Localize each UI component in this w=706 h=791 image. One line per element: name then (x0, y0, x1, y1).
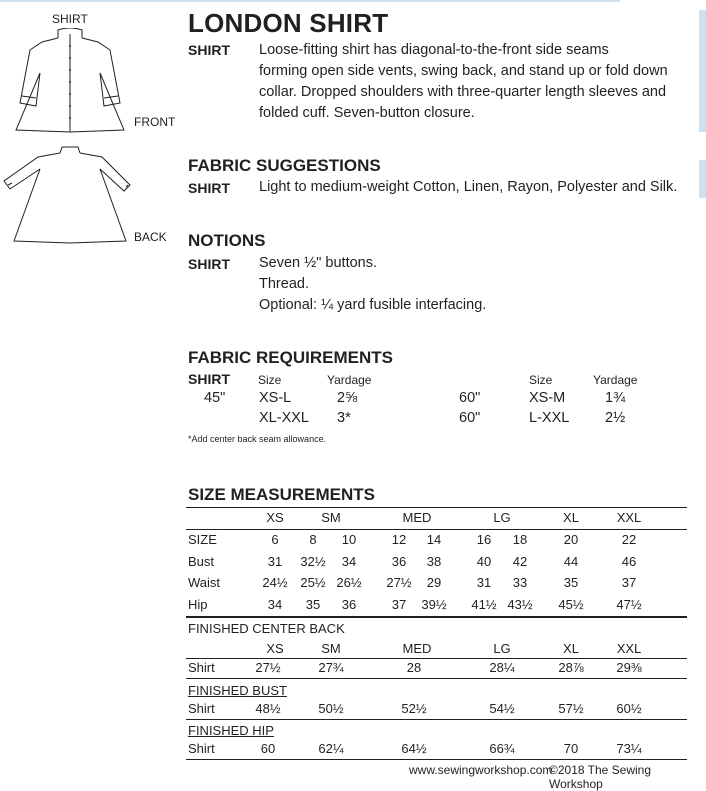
measurement-cell: 35 (305, 597, 321, 612)
measurement-row-label: Waist (188, 575, 221, 590)
footer-copyright: ©2018 The Sewing Workshop (549, 763, 652, 791)
fb-value: 57½ (558, 701, 584, 716)
fr-right-size: XS-M (529, 390, 566, 406)
fh-value: 66¾ (489, 741, 515, 756)
fr-left-width: 45" (204, 390, 226, 406)
measurement-row-label: Hip (188, 597, 208, 612)
fcb-group-header: XXL (616, 641, 642, 656)
measurement-cell: 20 (563, 532, 579, 547)
size-group-header: SM (321, 510, 341, 525)
size-group-header: XXL (616, 510, 642, 525)
sm-rule (186, 529, 687, 530)
size-group-header: XL (563, 510, 579, 525)
finished-center-back-heading: FINISHED CENTER BACK (188, 621, 345, 636)
fr-right-size: L-XXL (529, 410, 570, 426)
size-group-header: LG (493, 510, 511, 525)
description-label: SHIRT (188, 42, 230, 58)
description-text (259, 40, 699, 124)
fb-value: 54½ (489, 701, 515, 716)
notions-item: Seven ½" buttons. (259, 255, 378, 271)
diagram-label-back: BACK (134, 230, 167, 244)
measurement-cell: 29 (426, 575, 442, 590)
measurement-row-label: SIZE (188, 532, 217, 547)
measurement-cell: 46 (621, 554, 637, 569)
fb-row-label: Shirt (188, 701, 215, 716)
notions-item: Thread. (259, 276, 309, 292)
diagram-label-front: FRONT (134, 115, 176, 129)
fcb-value: 28 (406, 660, 422, 675)
measurement-cell: 31 (476, 575, 492, 590)
measurement-cell: 37 (391, 597, 407, 612)
sm-rule (186, 616, 687, 618)
fh-value: 60 (260, 741, 276, 756)
fcb-group-header: MED (402, 641, 432, 656)
measurement-cell: 22 (621, 532, 637, 547)
fb-value: 48½ (255, 701, 281, 716)
measurement-row-label: Bust (188, 554, 215, 569)
description-line: collar. Dropped shoulders with three-quarter length sleeves and (259, 84, 667, 100)
measurement-cell: 18 (512, 532, 528, 547)
side-stripe-top (699, 10, 706, 132)
measurement-cell: 34 (267, 597, 283, 612)
size-measurements-heading: SIZE MEASUREMENTS (188, 485, 376, 504)
fcb-group-header: LG (493, 641, 511, 656)
measurement-cell: 41½ (471, 597, 497, 612)
fcb-value: 28¼ (489, 660, 515, 675)
fcb-value: 27¾ (318, 660, 344, 675)
description-line: forming open side vents, swing back, and stand up or fold down (259, 63, 668, 79)
fr-right-size-header: Size (529, 373, 553, 387)
measurement-cell: 26½ (336, 575, 362, 590)
fh-value: 64½ (401, 741, 427, 756)
fr-right-width: 60" (459, 390, 481, 406)
size-group-header: MED (402, 510, 432, 525)
finished-hip-heading: FINISHED HIP (188, 723, 274, 738)
measurement-cell: 33 (512, 575, 528, 590)
fr-left-yardage: 2⅝ (337, 390, 358, 406)
fr-left-yardage: 3* (337, 410, 351, 426)
measurement-cell: 16 (476, 532, 492, 547)
measurement-cell: 6 (271, 532, 279, 547)
fcb-value: 29⅜ (616, 660, 642, 675)
fr-left-yardage-header: Yardage (327, 373, 372, 387)
page-title: LONDON SHIRT (188, 8, 389, 38)
finished-bust-heading: FINISHED BUST (188, 683, 287, 698)
fcb-group-header: SM (321, 641, 341, 656)
fabric-suggestions-label: SHIRT (188, 180, 230, 196)
side-stripe-mid (699, 160, 706, 198)
fh-value: 62¼ (318, 741, 344, 756)
shirt-front-illustration (0, 28, 140, 138)
fb-value: 60½ (616, 701, 642, 716)
measurement-cell: 32½ (300, 554, 326, 569)
description-line: Loose-fitting shirt has diagonal-to-the-front side seams (259, 42, 609, 58)
fb-value: 52½ (401, 701, 427, 716)
measurement-cell: 37 (621, 575, 637, 590)
fcb-group-header: XL (563, 641, 579, 656)
notions-list (259, 253, 486, 316)
fcb-row-label: Shirt (188, 660, 215, 675)
measurement-cell: 12 (391, 532, 407, 547)
measurement-cell: 39½ (421, 597, 447, 612)
measurement-cell: 35 (563, 575, 579, 590)
sm-rule (186, 759, 687, 760)
fabric-suggestions-text: Light to medium-weight Cotton, Linen, Rayon, Polyester and Silk. (259, 179, 678, 195)
top-rule (0, 0, 620, 2)
sm-rule (186, 658, 687, 659)
measurement-cell: 14 (426, 532, 442, 547)
sm-rule (186, 507, 687, 508)
measurement-cell: 24½ (262, 575, 288, 590)
measurement-cell: 34 (341, 554, 357, 569)
fcb-value: 28⅞ (558, 660, 584, 675)
measurement-cell: 31 (267, 554, 283, 569)
fr-footnote: *Add center back seam allowance. (188, 434, 327, 444)
sm-rule (186, 719, 687, 720)
measurement-cell: 44 (563, 554, 579, 569)
fcb-group-header: XS (266, 641, 284, 656)
shirt-back-illustration (0, 145, 140, 245)
measurement-cell: 40 (476, 554, 492, 569)
measurement-cell: 36 (391, 554, 407, 569)
fabric-requirements-heading: FABRIC REQUIREMENTS (188, 348, 393, 367)
measurement-cell: 10 (341, 532, 357, 547)
measurement-cell: 8 (309, 532, 317, 547)
fr-right-yardage: 1¾ (605, 390, 626, 406)
fr-right-yardage: 2½ (605, 410, 626, 426)
measurement-cell: 42 (512, 554, 528, 569)
measurement-cell: 45½ (558, 597, 584, 612)
measurement-cell: 47½ (616, 597, 642, 612)
fr-right-yardage-header: Yardage (593, 373, 638, 387)
fr-left-size-header: Size (258, 373, 282, 387)
notions-label: SHIRT (188, 256, 230, 272)
fcb-value: 27½ (255, 660, 281, 675)
size-group-header: XS (266, 510, 284, 525)
fabric-suggestions-heading: FABRIC SUGGESTIONS (188, 156, 381, 175)
fr-left-size: XS-L (259, 390, 292, 406)
measurement-cell: 25½ (300, 575, 326, 590)
fabric-requirements-label: SHIRT (188, 371, 230, 387)
sm-rule (186, 678, 687, 679)
measurement-cell: 36 (341, 597, 357, 612)
measurement-cell: 43½ (507, 597, 533, 612)
fh-value: 73¼ (616, 741, 642, 756)
fh-row-label: Shirt (188, 741, 215, 756)
description-line: folded cuff. Seven-button closure. (259, 105, 475, 121)
notions-heading: NOTIONS (188, 231, 266, 250)
fb-value: 50½ (318, 701, 344, 716)
fh-value: 70 (563, 741, 579, 756)
measurement-cell: 27½ (386, 575, 412, 590)
diagram-label-shirt: SHIRT (52, 12, 88, 26)
measurement-cell: 38 (426, 554, 442, 569)
notions-item: Optional: ¼ yard fusible interfacing. (259, 297, 487, 313)
fr-right-width: 60" (459, 410, 481, 426)
fr-left-size: XL-XXL (259, 410, 309, 426)
footer-website: www.sewingworkshop.com (409, 763, 553, 777)
